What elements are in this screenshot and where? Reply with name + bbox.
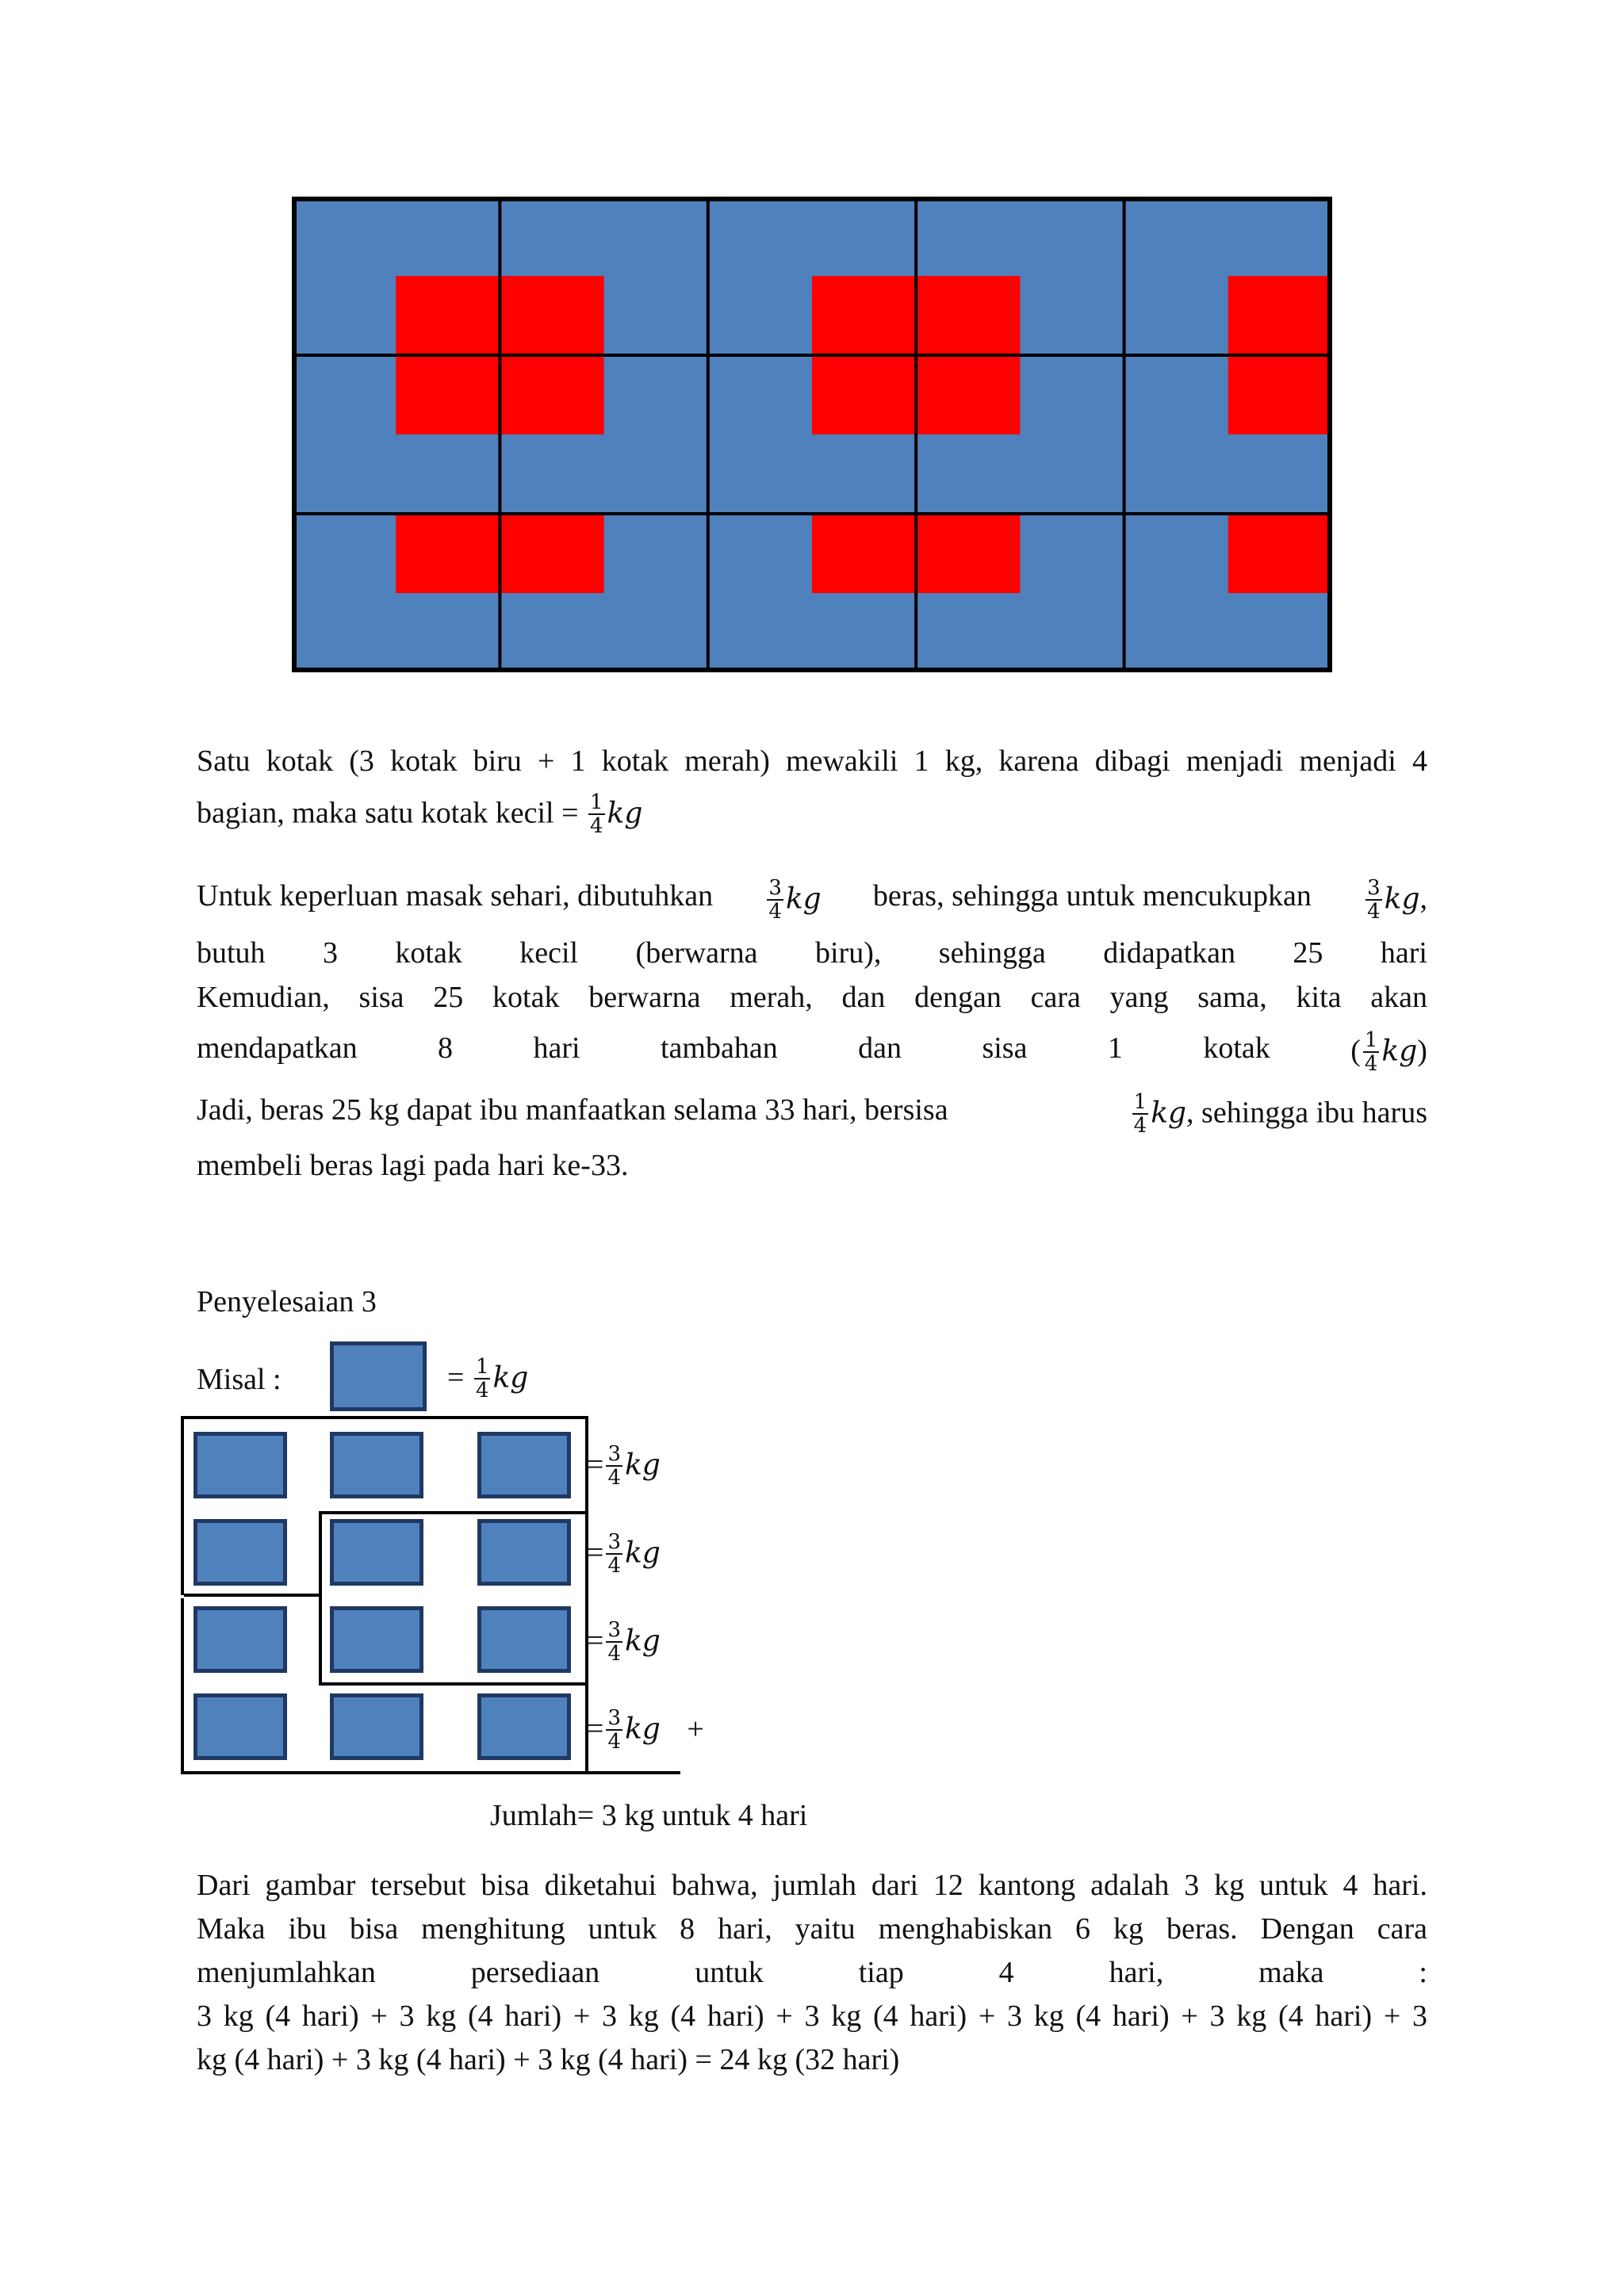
- rice-bag-box: [330, 1693, 423, 1760]
- frac-den: 4: [607, 1730, 621, 1754]
- para2-l2-word: 25: [1293, 936, 1323, 970]
- para1-line1: [197, 744, 1427, 779]
- para2-line6: [197, 1148, 1427, 1183]
- fraction-one-quarter: [1132, 1091, 1149, 1137]
- para2-l4-word: 1: [1107, 1031, 1123, 1065]
- para2-l2-word: kecil: [519, 936, 579, 970]
- total-value: = 3 kg untuk 4 hari: [576, 1799, 808, 1832]
- equals-sign: =: [587, 1448, 604, 1482]
- fraction-one-quarter: [1363, 1029, 1380, 1075]
- fraction-three-quarter: [606, 1619, 622, 1665]
- red-quarter-cell: [500, 514, 603, 593]
- red-quarter-cell: [1228, 276, 1332, 355]
- red-quarter-cell: [1228, 355, 1332, 434]
- rice-bag-box: [477, 1606, 571, 1673]
- unit-kg: kg: [1151, 1096, 1187, 1130]
- paren-close: ): [1417, 1034, 1427, 1068]
- equals-sign: =: [587, 1712, 604, 1746]
- frac-num: 3: [607, 1706, 621, 1730]
- unit-kg: kg: [624, 1624, 661, 1658]
- para3-line5: [197, 2042, 1427, 2077]
- para2-l4-word: dan: [858, 1031, 902, 1065]
- para3-line1: [197, 1868, 1427, 1903]
- red-quarter-cell: [396, 355, 500, 434]
- rice-bag-box: [193, 1519, 287, 1586]
- red-quarter-cell: [1228, 514, 1332, 593]
- fraction-three-quarter: [606, 1531, 622, 1577]
- rice-bag-box: [477, 1432, 571, 1498]
- unit-kg: kg: [1384, 882, 1420, 916]
- frac-num: 1: [1133, 1090, 1147, 1114]
- red-quarter-cell: [916, 355, 1020, 434]
- para2-l4-word: kotak: [1203, 1031, 1270, 1065]
- frac-den: 4: [607, 1642, 621, 1666]
- red-quarter-cell: [916, 276, 1020, 355]
- fraction-one-quarter: [588, 791, 605, 837]
- para1-line2-text: bagian, maka satu kotak kecil =: [197, 796, 579, 830]
- para3-l4-text: 3 kg (4 hari) + 3 kg (4 hari) + 3 kg (4 hari) + 3 kg (4 hari) + 3 kg (4 hari) + 3 kg (4 hari) + 3: [197, 1999, 1427, 2033]
- para2-l1-frac2: [1363, 878, 1427, 924]
- para3-l5-text: kg (4 hari) + 3 kg (4 hari) + 3 kg (4 hari) = 24 kg (32 hari): [197, 2043, 900, 2076]
- row-equation-4: [587, 1706, 704, 1755]
- unit-kg: kg: [624, 1448, 661, 1482]
- frac-den: 4: [607, 1554, 621, 1578]
- para3-l3-word: tiap: [858, 1956, 904, 1989]
- rice-bag-box: [330, 1432, 423, 1498]
- frac-den: 4: [768, 900, 782, 924]
- row-equation-1: [587, 1442, 661, 1490]
- para2-l2-word: didapatkan: [1103, 936, 1235, 970]
- red-quarter-cell: [812, 355, 916, 434]
- frac-den: 4: [607, 1466, 621, 1490]
- para2-l2-word: biru),: [814, 936, 882, 970]
- para2-l4-word: mendapatkan: [197, 1031, 358, 1065]
- fraction-three-quarter: [767, 877, 783, 923]
- frac-num: 3: [607, 1618, 621, 1642]
- para3-l3-word: :: [1419, 1956, 1427, 1989]
- plus-sign: +: [687, 1712, 704, 1746]
- fraction-one-quarter: [474, 1356, 491, 1402]
- rice-bag-box: [193, 1693, 287, 1760]
- para2-l4-word: sisa: [982, 1031, 1028, 1065]
- para3-l3-word: hari,: [1109, 1956, 1164, 1989]
- frac-den: 4: [590, 814, 603, 838]
- inner-group-bottom: [319, 1682, 585, 1686]
- group-line-mid-left: [184, 1594, 319, 1597]
- para2-l5-frac: [1130, 1090, 1427, 1138]
- unit-kg: kg: [492, 1361, 529, 1395]
- para2-l1-frac: [764, 878, 821, 924]
- grid-svg: [292, 197, 1332, 672]
- para2-l2-word: hari: [1380, 936, 1427, 970]
- group-line-left-upper: [181, 1416, 184, 1595]
- equals-sign: =: [587, 1536, 604, 1570]
- para2-line1: [197, 878, 1427, 924]
- total-label: Jumlah: [490, 1799, 577, 1832]
- inner-group-left: [319, 1511, 322, 1686]
- para3-line4: [197, 1999, 1427, 2034]
- paren-open: (: [1350, 1034, 1361, 1068]
- frac-den: 4: [475, 1379, 489, 1402]
- para3-l3-word: 4: [998, 1956, 1014, 1989]
- para2-l2-word: sehingga: [938, 936, 1046, 970]
- frac-den: 4: [1364, 1052, 1378, 1076]
- red-quarter-cell: [916, 514, 1020, 593]
- frac-num: 3: [768, 876, 782, 900]
- para3-l3-word: untuk: [695, 1956, 764, 1989]
- para2-l2-word: 3: [322, 936, 338, 970]
- para3-l2-text: Maka ibu bisa menghitung untuk 8 hari, yaitu menghabiskan 6 kg beras. Dengan cara: [197, 1912, 1427, 1946]
- rice-bag-box: [193, 1432, 287, 1498]
- para3-line2: [197, 1911, 1427, 1946]
- total-line: [490, 1798, 807, 1833]
- fraction-three-quarter: [1365, 877, 1382, 923]
- para2-l5-b: , sehingga ibu harus: [1186, 1096, 1427, 1130]
- para3-l3-word: maka: [1258, 1956, 1324, 1989]
- rice-bag-box: [477, 1693, 571, 1760]
- red-quarter-cell: [500, 276, 603, 355]
- sum-line: [181, 1771, 680, 1774]
- misal-label-text: Misal :: [197, 1363, 282, 1396]
- frac-num: 1: [590, 790, 603, 814]
- para2-line2: [197, 936, 1427, 970]
- red-quarter-cell: [396, 514, 500, 593]
- red-quarter-cell: [812, 514, 916, 593]
- para2-l1-b: beras, sehingga untuk mencukupkan: [872, 879, 1312, 913]
- unit-kg: kg: [1381, 1035, 1418, 1068]
- row-equation-2: [587, 1530, 661, 1578]
- inner-group-top: [319, 1511, 585, 1514]
- unit-bag-box: [330, 1341, 427, 1411]
- unit-kg: kg: [624, 1712, 661, 1746]
- unit-kg: kg: [785, 882, 822, 916]
- frac-num: 1: [1364, 1028, 1378, 1052]
- frac-num: 1: [475, 1355, 489, 1379]
- para1-line1-text: Satu kotak (3 kotak biru + 1 kotak merah) mewakili 1 kg, karena dibagi menjadi menjadi 4: [197, 744, 1427, 778]
- rice-bag-box: [477, 1519, 571, 1586]
- fraction-three-quarter: [606, 1443, 622, 1489]
- fraction-three-quarter: [606, 1707, 622, 1753]
- group-line-left-lower: [181, 1598, 184, 1774]
- equals-sign: =: [447, 1360, 465, 1395]
- para3-l3-word: persediaan: [470, 1956, 600, 1989]
- unit-kg: kg: [607, 797, 643, 830]
- frac-den: 4: [1367, 900, 1381, 924]
- red-quarter-cell: [396, 276, 500, 355]
- para2-l4-word: 8: [438, 1031, 454, 1065]
- para2-l5-a: Jadi, beras 25 kg dapat ibu manfaatkan selama 33 hari, bersisa: [197, 1093, 948, 1127]
- unit-kg: kg: [624, 1536, 661, 1570]
- para2-l4-word: hari: [533, 1031, 580, 1065]
- red-quarter-cell: [500, 355, 603, 434]
- para2-l4-paren-fraction: [1350, 1028, 1427, 1077]
- para2-l2-word: butuh: [197, 936, 266, 970]
- frac-num: 3: [607, 1442, 621, 1466]
- frac-den: 4: [1133, 1114, 1147, 1138]
- para2-l1-a: Untuk keperluan masak sehari, dibutuhkan: [197, 879, 714, 913]
- para3-line3: [197, 1955, 1427, 1990]
- rice-bag-box: [330, 1519, 423, 1586]
- equals-sign: =: [587, 1624, 604, 1658]
- rice-bag-box: [330, 1606, 423, 1673]
- frac-num: 3: [1367, 876, 1381, 900]
- para1-line2: [197, 790, 1427, 839]
- grid-figure: [292, 197, 1332, 672]
- para3-l1-text: Dari gambar tersebut bisa diketahui bahwa, jumlah dari 12 kantong adalah 3 kg untuk 4 hari.: [197, 1869, 1427, 1902]
- frac-num: 3: [607, 1530, 621, 1554]
- para2-l2-word: kotak: [395, 936, 462, 970]
- solution-heading: [197, 1284, 1427, 1319]
- para2-line3: [197, 980, 1427, 1015]
- para2-l4-word: tambahan: [660, 1031, 778, 1065]
- group-line-top: [181, 1416, 588, 1419]
- para2-l3-text: Kemudian, sisa 25 kotak berwarna merah, dan dengan cara yang sama, kita akan: [197, 981, 1427, 1014]
- rice-bag-box: [193, 1606, 287, 1673]
- row-equation-3: [587, 1618, 661, 1667]
- red-quarter-cell: [812, 276, 916, 355]
- para3-l3-word: menjumlahkan: [197, 1956, 376, 1989]
- para2-l6-text: membeli beras lagi pada hari ke-33.: [197, 1149, 629, 1182]
- para2-l2-word: (berwarna: [635, 936, 758, 970]
- para2-line4: [197, 1028, 1427, 1077]
- solution-heading-text: Penyelesaian 3: [197, 1285, 377, 1318]
- comma: ,: [1419, 882, 1427, 916]
- para2-line5: [197, 1090, 1427, 1138]
- misal-equation: [447, 1357, 528, 1403]
